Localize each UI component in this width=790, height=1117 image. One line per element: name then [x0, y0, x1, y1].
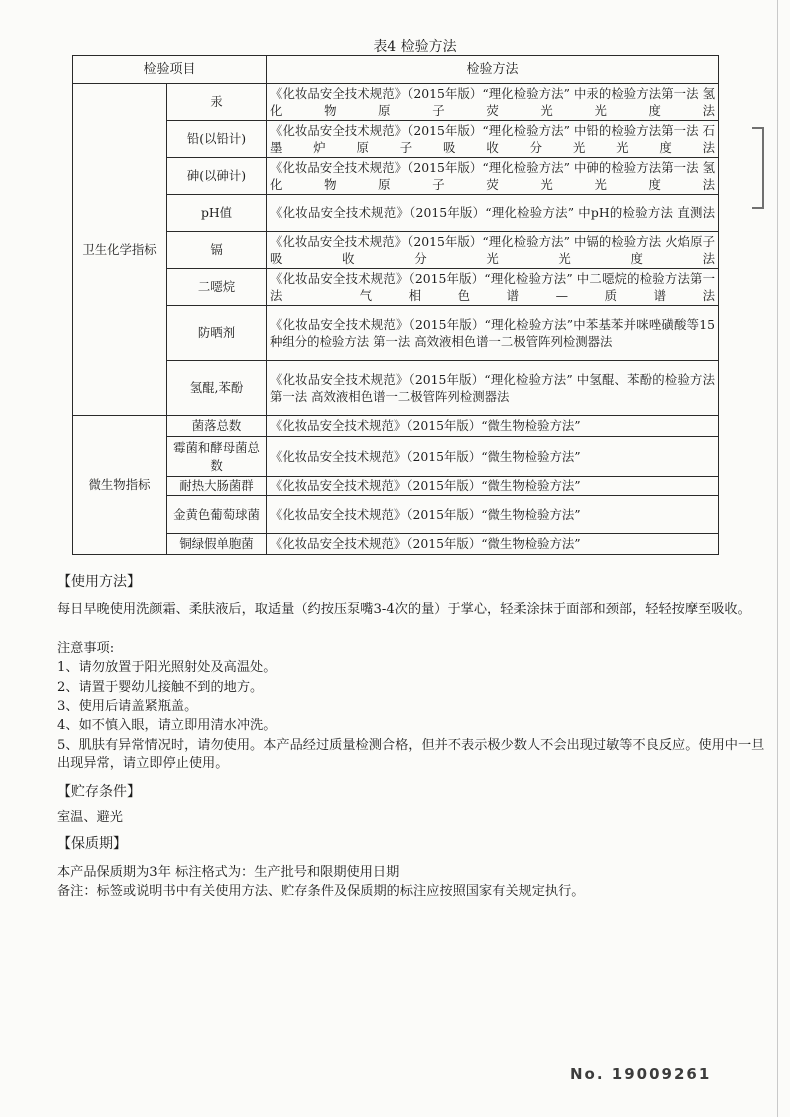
shelf-life-heading: 【保质期】	[57, 836, 127, 852]
method-text: 《化妆品安全技术规范》（2015年版）“微生物检验方法”	[267, 534, 719, 555]
item-name: 霉菌和酵母菌总数	[167, 437, 267, 477]
item-name: 氢醌,苯酚	[167, 361, 267, 416]
method-text: 《化妆品安全技术规范》（2015年版）“理化检验方法” 中二噁烷的检验方法第一法 气相色谱—质谱法	[267, 269, 719, 306]
storage-heading: 【贮存条件】	[57, 784, 141, 800]
item-name: 铅(以铅计)	[167, 121, 267, 158]
table-row	[73, 269, 719, 306]
item-name: 金黄色葡萄球菌	[167, 496, 267, 534]
remark-text: 备注：标签或说明书中有关使用方法、贮存条件及保质期的标注应按照国家有关规定执行。	[57, 884, 585, 899]
usage-text: 每日早晚使用洗颜霜、柔肤液后，取适量（约按压泵嘴3-4次的量）于掌心，轻柔涂抹于面部和颈部，轻轻按摩至吸收。	[57, 602, 751, 617]
table-row	[73, 477, 719, 496]
table-row	[73, 195, 719, 232]
note-item: 4、如不慎入眼，请立即用清水冲洗。	[57, 718, 277, 733]
shelf-life-text: 本产品保质期为3年 标注格式为：生产批号和限期使用日期	[57, 865, 400, 880]
table-row	[73, 361, 719, 416]
header-inspection-method: 检验方法	[267, 56, 719, 84]
method-text: 《化妆品安全技术规范》（2015年版）“理化检验方法” 中镉的检验方法 火焰原子吸收分光光度法	[267, 232, 719, 269]
table-row	[73, 437, 719, 477]
method-text: 《化妆品安全技术规范》（2015年版）“理化检验方法” 中pH的检验方法 直测法	[267, 195, 719, 232]
method-text: 《化妆品安全技术规范》（2015年版）“微生物检验方法”	[267, 416, 719, 437]
note-item: 1、请勿放置于阳光照射处及高温处。	[57, 660, 277, 675]
document-number: No. 19009261	[570, 1065, 712, 1083]
usage-heading: 【使用方法】	[57, 574, 141, 590]
table-row	[73, 84, 719, 121]
item-name: 二噁烷	[167, 269, 267, 306]
item-name: 镉	[167, 232, 267, 269]
storage-text: 室温、避光	[57, 810, 123, 825]
item-name: 耐热大肠菌群	[167, 477, 267, 496]
method-text: 《化妆品安全技术规范》（2015年版）“微生物检验方法”	[267, 477, 719, 496]
item-name: 汞	[167, 84, 267, 121]
table-row	[73, 496, 719, 534]
group-microbiology: 微生物指标	[73, 416, 167, 555]
group-hygiene-chemistry: 卫生化学指标	[73, 84, 167, 416]
item-name: 菌落总数	[167, 416, 267, 437]
header-inspection-item: 检验项目	[73, 56, 267, 84]
scan-edge-line	[777, 0, 778, 1117]
method-text: 《化妆品安全技术规范》（2015年版）“理化检验方法” 中铅的检验方法第一法 石墨炉原子吸收分光光度法	[267, 121, 719, 158]
note-item: 5、肌肤有异常情况时，请勿使用。本产品经过质量检测合格，但并不表示极少数人不会出现过敏等不良反应。使用中一旦出现异常，请立即停止使用。	[57, 738, 765, 771]
item-name: pH值	[167, 195, 267, 232]
table-row	[73, 121, 719, 158]
item-name: 砷(以砷计)	[167, 158, 267, 195]
inspection-methods-table	[72, 55, 719, 555]
table-header-row	[73, 56, 719, 84]
method-text: 《化妆品安全技术规范》（2015年版）“理化检验方法” 中氢醌、苯酚的检验方法第一法 高效液相色谱一二极管阵列检测器法	[267, 361, 719, 416]
method-text: 《化妆品安全技术规范》（2015年版）“理化检验方法”中苯基苯并咪唑磺酸等15种组分的检验方法 第一法 高效液相色谱一二极管阵列检测器法	[267, 306, 719, 361]
item-name: 防晒剂	[167, 306, 267, 361]
note-item: 3、使用后请盖紧瓶盖。	[57, 699, 198, 714]
table-row	[73, 232, 719, 269]
note-item: 2、请置于婴幼儿接触不到的地方。	[57, 680, 264, 695]
table-row	[73, 306, 719, 361]
table-row	[73, 534, 719, 555]
method-text: 《化妆品安全技术规范》（2015年版）“微生物检验方法”	[267, 496, 719, 534]
item-name: 铜绿假单胞菌	[167, 534, 267, 555]
table-row	[73, 158, 719, 195]
method-text: 《化妆品安全技术规范》（2015年版）“微生物检验方法”	[267, 437, 719, 477]
notes-title: 注意事项:	[57, 641, 115, 656]
table-row	[73, 416, 719, 437]
margin-bracket-mark	[752, 127, 764, 209]
table-caption: 表4 检验方法	[373, 39, 457, 55]
method-text: 《化妆品安全技术规范》（2015年版）“理化检验方法” 中砷的检验方法第一法 氢化物原子荧光光度法	[267, 158, 719, 195]
method-text: 《化妆品安全技术规范》（2015年版）“理化检验方法” 中汞的检验方法第一法 氢化物原子荧光光度法	[267, 84, 719, 121]
